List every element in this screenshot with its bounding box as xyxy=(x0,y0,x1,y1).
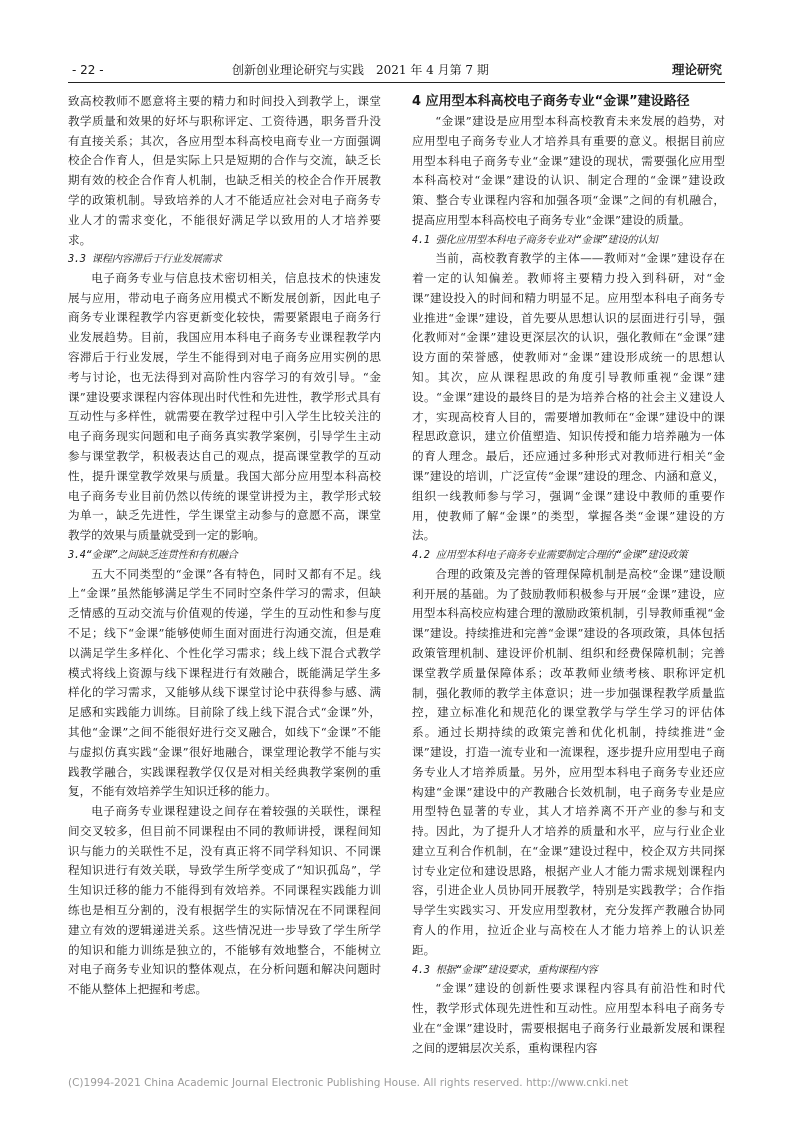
paragraph: 电子商务专业与信息技术密切相关，信息技术的快速发展与应用，带动电子商务应用模式不断发展创新，因此电子商务专业课程教学内容更新变化较快，需要紧跟电子商务行业发展趋势。目前，我国应用本科电子商务专业课程教学内容滞后于行业发展，学生不能得到对电子商务应用实例的思考与讨论，也无法得到对高阶性内容学习的有效引导。“金课”建设要求课程内容体现出时代性和先进性，教学形式具有互动性与多样性，就需要在教学过程中引入学生比较关注的电子商务现实问题和电子商务真实教学案例，引导学生主动参与课堂教学，积极表达自己的观点，提高课堂教学的互动性，提升课堂教学效果与质量。我国大部分应用型本科高校电子商务专业目前仍然以传统的课堂讲授为主，教学形式较为单一，缺乏先进性，学生课堂主动参与的意愿不高，课堂教学的效果与质量就受到一定的影响。 xyxy=(68,270,381,543)
paragraph: 合理的政策及完善的管理保障机制是高校“金课”建设顺利开展的基础。为了鼓励教师积极参与开展“金课”建设，应用型本科高校应构建合理的激励政策机制，引导教师重视“金课”建设。持续推进和完善“金课”建设的各项政策，具体包括政策管理机制、建设评价机制、组织和经费保障机制；完善课堂教学质量保障体系；改革教师业绩考核、职称评定机制，强化教师的教学主体意识；进一步加强课程教学质量监控，建立标准化和规范化的课堂教学与学生学习的评估体系。通过长期持续的政策完善和优化机制，持续推进“金课”建设，打造一流专业和一流课程，逐步提升应用型电子商务专业人才培养质量。另外，应用型本科电子商务专业还应构建“金课”建设中的产教融合长效机制，电子商务专业是应用型特色显著的专业，其人才培养离不开产业的参与和支持。因此，为了提升人才培养的质量和水平，应与行业企业建立互利合作机制，在“金课”建设过程中，校企双方共同探讨专业定位和建设思路，根据产业人才能力需求规划课程内容，引进企业人员协同开展教学，特别是实践教学；合作指导学生实践实习、开发应用型教材，充分发挥产教融合协同育人的作用，拉近企业与高校在人才能力培养上的认识差距。 xyxy=(412,566,725,957)
section-heading: 4.2 应用型本科电子商务专业需要制定合理的“金课”建设政策 xyxy=(412,549,688,562)
section-heading: 3.4“金课”之间缺乏连贯性和有机融合 xyxy=(68,549,238,562)
journal-title: 创新创业理论研究与实践 2021 年 4 月第 7 期 xyxy=(232,63,489,77)
page-number: - 22 - xyxy=(72,63,104,77)
section-heading: 3.3 课程内容滞后于行业发展需求 xyxy=(68,253,222,266)
paragraph: 致高校教师不愿意将主要的精力和时间投入到教学上，课堂教学质量和效果的好坏与职称评定、工资待遇，职务晋升没有直接关系；其次，各应用型本科高校电商专业一方面强调校企合作育人，但是实际上只是短期的合作与交流，缺乏长期有效的校企合作育人机制，也缺乏相关的校企合作开展教学的政策机制。导致培养的人才不能适应社会对电子商务专业人才的需求变化，不能很好满足学以致用的人才培养要求。 xyxy=(68,94,381,247)
paragraph: 五大不同类型的“金课”各有特色，同时又都有不足。线上“金课”虽然能够满足学生不同时空条件学习的需求，但缺乏情感的互动交流与价值观的传递，学生的互动性和参与度不足；线下“金课”能够使师生面对面进行沟通交流，但是难以满足学生多样化、个性化学习需求；线上线下混合式教学模式将线上资源与线下课程进行有效融合，既能满足学生多样化的学习需求，又能够从线下课堂讨论中获得参与感、满足感和实践能力训练。目前除了线上线下混合式“金课”外，其他“金课”之间不能很好进行交叉融合，如线下“金课”不能与虚拟仿真实践“金课”很好地融合，课堂理论教学不能与实践教学融合，实践课程教学仅仅是对相关经典教学案例的重复，不能有效培养学生知识迁移的能力。 xyxy=(68,566,381,799)
section-heading: 4.3 根据“金课”建设要求，重构课程内容 xyxy=(412,963,598,976)
section-heading: 4 应用型本科高校电子商务专业“金课”建设路径 xyxy=(412,94,690,109)
right-column xyxy=(412,92,725,1058)
running-header xyxy=(72,62,722,78)
paragraph: “金课”建设的创新性要求课程内容具有前沿性和时代性，教学形式体现先进性和互动性。应用型本科电子商务专业在“金课”建设时，需要根据电子商务行业最新发展和课程之间的逻辑层次关系，重构课程内容 xyxy=(412,981,725,1055)
copyright-footer: (C)1994-2021 China Academic Journal Electronic Publishing House. All rights reserved. http://www.cnki.net xyxy=(68,1077,629,1089)
section-name: 理论研究 xyxy=(671,62,722,77)
paragraph: 电子商务专业课程建设之间存在着较强的关联性，课程间交叉较多，但目前不同课程由不同的教师讲授，课程间知识与能力的关联性不足，没有真正将不同学科知识、不同课程知识进行有效关联，导致学生所学变成了“知识孤岛”，学生知识迁移的能力不能得到有效培养。不同课程实践能力训练也是相互分割的，没有根据学生的实际情况在不同课程间建立有效的逻辑递进关系。这些情况进一步导致了学生所学的知识和能力训练是独立的，不能够有效地整合，不能树立对电子商务专业知识的整体观点，在分析问题和解决问题时不能从整体上把握和考虑。 xyxy=(68,804,381,997)
section-heading: 4.1 强化应用型本科电子商务专业对“金课”建设的认知 xyxy=(412,233,658,246)
paragraph: “金课”建设是应用型本科高校教育未来发展的趋势，对应用型电子商务专业人才培养具有重要的意义。根据目前应用型本科电子商务专业“金课”建设的现状，需要强化应用型本科高校对“金课”建设的认识、制定合理的“金课”建设政策、整合专业课程内容和加强各项“金课”之间的有机融合，提高应用型本科高校电子商务专业“金课”建设的质量。 xyxy=(412,114,725,227)
header-rule xyxy=(68,82,725,83)
paragraph: 当前，高校教育教学的主体——教师对“金课”建设存在着一定的认知偏差。教师将主要精力投入到科研，对“金课”建设投入的时间和精力明显不足。应用型本科电子商务专业推进“金课”建设，首先要从思想认识的层面进行引导，强化教师对“金课”建设更深层次的认识，强化教师在“金课”建设方面的荣誉感，使教师对“金课”建设形成统一的思想认知。其次，应从课程思政的角度引导教师重视“金课”建设。“金课”建设的最终目的是为培养合格的社会主义建设人才，实现高校育人目的，需要增加教师在“金课”建设中的课程思政意识，建立价值塑造、知识传授和能力培养融为一体的育人理念。最后，还应通过多种形式对教师进行相关“金课”建设的培训，广泛宣传“金课”建设的理念、内涵和意义，组织一线教师参与学习，强调“金课”建设中教师的重要作用，使教师了解“金课”的类型，掌握各类“金课”建设的方法。 xyxy=(412,251,725,543)
left-column xyxy=(68,92,381,1000)
